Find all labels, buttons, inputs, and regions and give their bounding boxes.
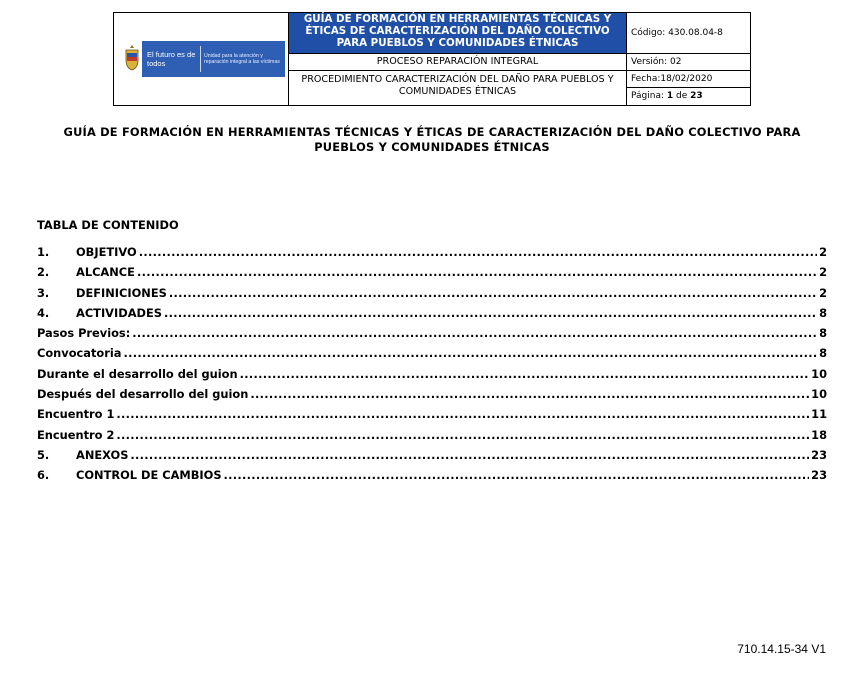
toc-dot-leader — [224, 468, 810, 482]
toc-heading: TABLA DE CONTENIDO — [37, 218, 179, 232]
logo-divider — [200, 46, 201, 72]
toc-entry-number: 5. — [37, 447, 50, 462]
header-right-column — [627, 13, 750, 105]
page-of: de — [676, 91, 688, 101]
toc-entry-label: DEFINICIONES — [76, 285, 167, 300]
toc-entry-page: 11 — [811, 407, 827, 422]
toc-entry-number: 6. — [37, 468, 50, 483]
toc-dot-leader — [164, 306, 817, 320]
toc-entry-number: 2. — [37, 265, 50, 280]
toc-entry-number: 4. — [37, 305, 50, 320]
toc-entry-page: 8 — [819, 305, 827, 320]
toc-entry[interactable] — [37, 245, 827, 265]
toc-entry-page: 23 — [811, 447, 827, 462]
toc-entry[interactable] — [37, 468, 827, 488]
toc-entry-label: ALCANCE — [76, 265, 135, 280]
toc-entry-label: Pasos Previos: — [37, 326, 131, 341]
toc-entry[interactable] — [37, 367, 827, 387]
logo-main-text: El futuro es de todos — [147, 50, 196, 68]
header-middle-column — [289, 13, 627, 105]
header-process: PROCESO REPARACIÓN INTEGRAL — [289, 54, 626, 71]
toc-entry-page: 8 — [819, 346, 827, 361]
toc-entry-label: Encuentro 1 — [37, 407, 115, 422]
toc-entry[interactable] — [37, 326, 827, 346]
toc-dot-leader — [132, 326, 817, 340]
header-title: GUÍA DE FORMACIÓN EN HERRAMIENTAS TÉCNICAS Y ÉTICAS DE CARACTERIZACIÓN DEL DAÑO COLECTIVO PARA PUEBLOS Y COMUNIDADES ÉTNICAS — [289, 13, 626, 54]
toc-entry-page: 23 — [811, 468, 827, 483]
toc-entry-page: 8 — [819, 326, 827, 341]
toc-entry[interactable] — [37, 346, 827, 366]
toc-dot-leader — [240, 367, 810, 381]
toc-entry-page: 10 — [811, 387, 827, 402]
header-code: Código: 430.08.04-8 — [627, 13, 750, 54]
toc-entry[interactable] — [37, 306, 827, 326]
page-current: 1 — [666, 91, 674, 101]
toc-entry[interactable] — [37, 387, 827, 407]
toc-entry-label: Convocatoria — [37, 346, 122, 361]
toc-entry[interactable] — [37, 265, 827, 285]
coat-of-arms-icon — [124, 44, 140, 72]
logo-sub-text: Unidad para la atención y reparación integral a las víctimas — [204, 53, 280, 65]
toc-dot-leader — [116, 407, 809, 421]
toc-dot-leader — [169, 286, 817, 300]
header-procedure: PROCEDIMIENTO CARACTERIZACIÓN DEL DAÑO PARA PUEBLOS Y COMUNIDADES ÉTNICAS — [301, 74, 614, 97]
page-label: Página: — [631, 91, 665, 101]
toc-entry-page: 2 — [819, 245, 827, 259]
toc-entry-label: OBJETIVO — [76, 245, 137, 259]
toc-entry-label: ACTIVIDADES — [76, 305, 162, 320]
toc-dot-leader — [137, 265, 817, 279]
toc-entry[interactable] — [37, 428, 827, 448]
toc-dot-leader — [123, 346, 817, 360]
header-page — [627, 88, 750, 105]
toc-entry-page: 18 — [811, 427, 827, 442]
toc-entry[interactable] — [37, 407, 827, 427]
table-of-contents — [37, 245, 827, 489]
toc-entry[interactable] — [37, 448, 827, 468]
toc-dot-leader — [139, 245, 817, 259]
institution-logo — [142, 41, 285, 77]
toc-entry-label: Encuentro 2 — [37, 427, 115, 442]
toc-entry-page: 2 — [819, 285, 827, 300]
toc-entry-label: CONTROL DE CAMBIOS — [76, 468, 222, 483]
toc-dot-leader — [116, 428, 809, 442]
header-version: Versión: 02 — [627, 54, 750, 71]
page-total: 23 — [690, 91, 703, 101]
toc-dot-leader — [130, 448, 809, 462]
document-title: GUÍA DE FORMACIÓN EN HERRAMIENTAS TÉCNICAS Y ÉTICAS DE CARACTERIZACIÓN DEL DAÑO COLECTIVO PARA PUEBLOS Y COMUNIDADES ÉTNICAS — [63, 125, 801, 154]
toc-entry-page: 10 — [811, 366, 827, 381]
toc-entry-page: 2 — [819, 265, 827, 280]
toc-entry-number: 3. — [37, 285, 50, 300]
toc-dot-leader — [250, 387, 809, 401]
logo-cell — [114, 13, 289, 105]
toc-entry-number: 1. — [37, 245, 50, 259]
footer-code: 710.14.15-34 V1 — [737, 642, 826, 656]
toc-entry-label: Después del desarrollo del guion — [37, 387, 249, 402]
toc-entry-label: Durante el desarrollo del guion — [37, 366, 238, 381]
toc-entry[interactable] — [37, 286, 827, 306]
header-date: Fecha:18/02/2020 — [627, 71, 750, 88]
document-header-table — [113, 12, 751, 106]
toc-entry-label: ANEXOS — [76, 447, 129, 462]
